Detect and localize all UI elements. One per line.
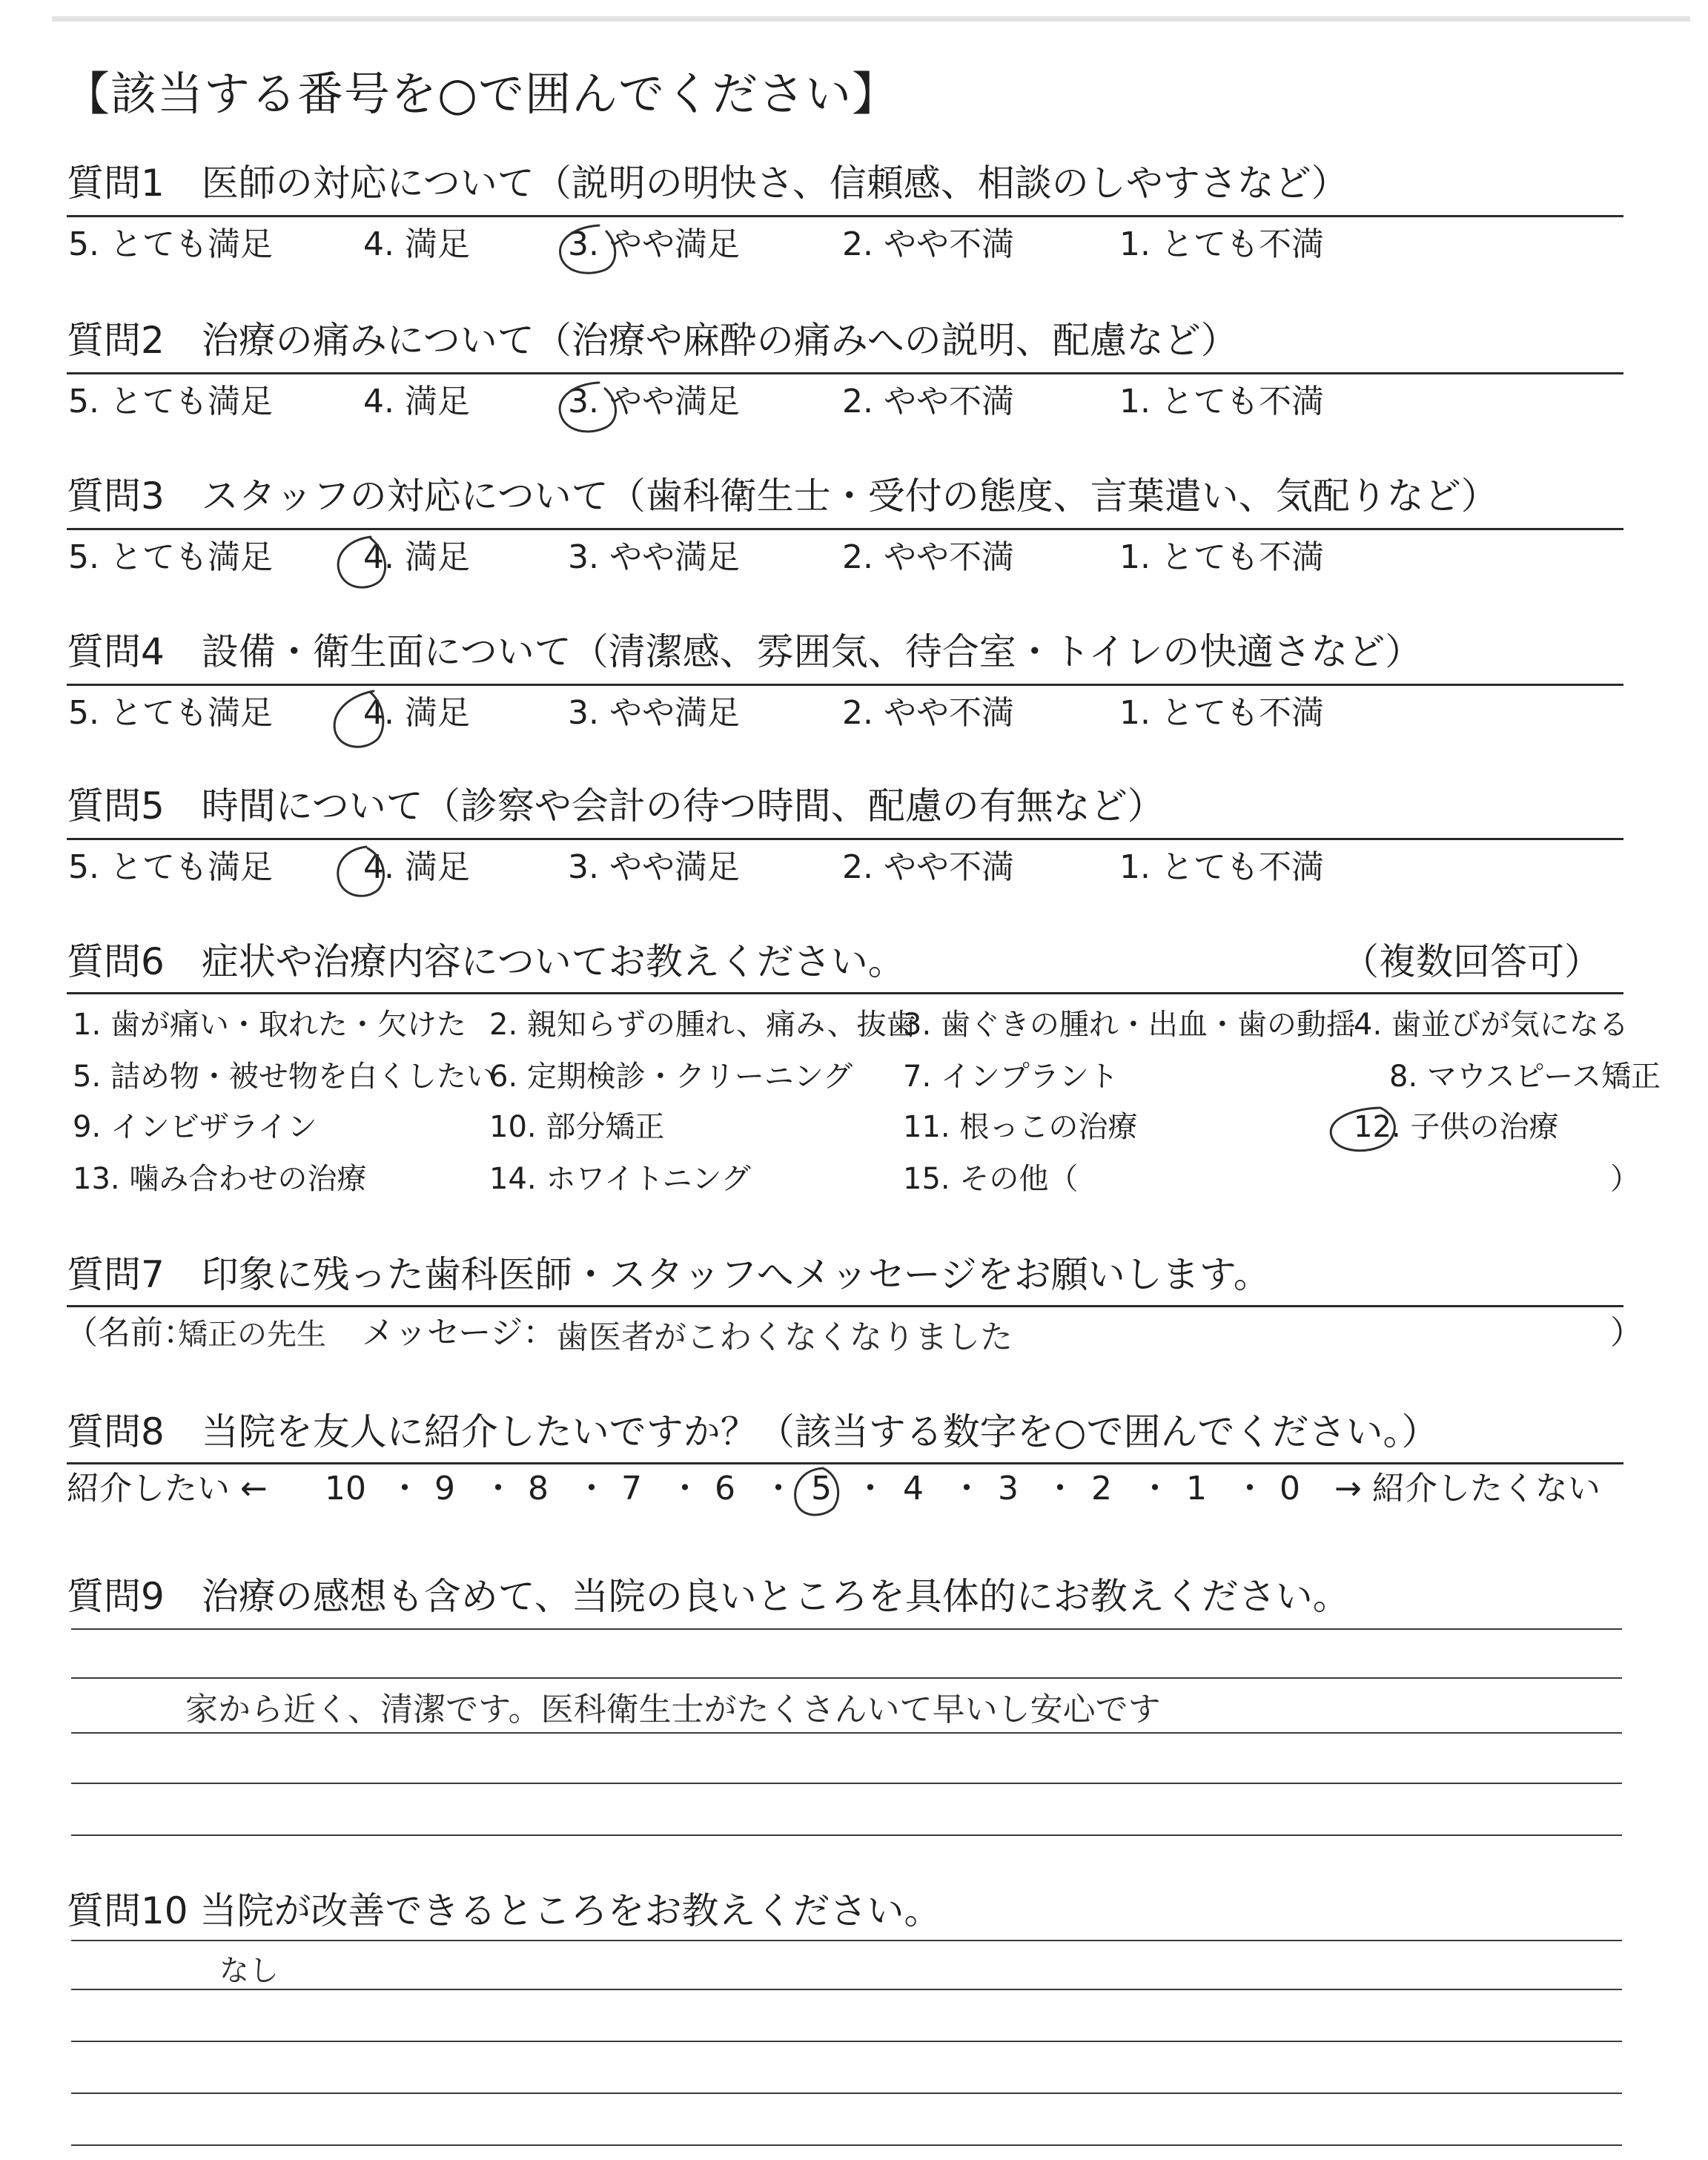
q8-scale-dot: ・: [388, 1470, 421, 1507]
q6-item-2[interactable]: 2. 親知らずの腫れ、痛み、抜歯: [489, 1008, 916, 1042]
q6-item-4[interactable]: 4. 歯並びが気になる: [1354, 1008, 1629, 1042]
question-4: 質問4 設備・衛生面について（清潔感、雰囲気、待合室・トイレの快適さなど）: [67, 630, 1423, 673]
q7-name-label: （名前：: [65, 1314, 196, 1352]
q2-option-4[interactable]: 4. 満足: [363, 383, 470, 420]
q8-scale-9[interactable]: 9: [434, 1470, 455, 1507]
q8-scale-dot: ・: [482, 1470, 514, 1507]
q9-writing-line: [71, 1628, 1622, 1630]
q3-option-1[interactable]: 1. とても不満: [1119, 538, 1324, 576]
q7-message-label: メッセージ：: [362, 1314, 556, 1352]
q6-item-5[interactable]: 5. 詰め物・被せ物を白くしたい: [73, 1060, 496, 1094]
q10-writing-line: [71, 1989, 1622, 1990]
q1-option-2[interactable]: 2. やや不満: [842, 225, 1014, 263]
q6-item-1[interactable]: 1. 歯が痛い・取れた・欠けた: [73, 1008, 466, 1042]
q6-item-14[interactable]: 14. ホワイトニング: [489, 1162, 751, 1196]
q8-left-label: 紹介したい ←: [67, 1470, 268, 1507]
q8-scale-dot: ・: [669, 1470, 701, 1507]
q8-scale-dot: ・: [575, 1470, 608, 1507]
q3-option-4[interactable]: 4. 満足: [363, 538, 470, 576]
q10-writing-line: [71, 1940, 1622, 1941]
q7-close-paren: ）: [1610, 1314, 1643, 1352]
question-2: 質問2 治療の痛みについて（治療や麻酔の痛みへの説明、配慮など）: [67, 319, 1238, 362]
q8-scale-4[interactable]: 4: [903, 1470, 924, 1507]
q1-option-5[interactable]: 5. とても満足: [68, 225, 273, 263]
question-7-rule: [67, 1305, 1623, 1307]
q5-option-3[interactable]: 3. やや満足: [568, 848, 740, 886]
scan-edge: [52, 16, 1690, 22]
question-8: 質問8 当院を友人に紹介したいですか？（該当する数字を○で囲んでください。）: [67, 1410, 1439, 1453]
question-4-rule: [67, 684, 1623, 686]
q6-item-13[interactable]: 13. 噛み合わせの治療: [73, 1162, 367, 1196]
q8-scale-8[interactable]: 8: [528, 1470, 549, 1507]
q10-writing-line: [71, 2144, 1622, 2146]
q8-scale-5[interactable]: 5: [811, 1470, 832, 1507]
q2-option-1[interactable]: 1. とても不満: [1119, 383, 1324, 420]
q6-item-9[interactable]: 9. インビザライン: [73, 1110, 317, 1144]
q2-option-3[interactable]: 3. やや満足: [568, 383, 740, 420]
question-9: 質問9 治療の感想も含めて、当院の良いところを具体的にお教えください。: [67, 1575, 1350, 1618]
q8-scale-7[interactable]: 7: [621, 1470, 642, 1507]
q9-writing-line: [71, 1834, 1622, 1836]
q8-scale-dot: ・: [854, 1470, 887, 1507]
q4-option-4[interactable]: 4. 満足: [363, 694, 470, 732]
q5-option-2[interactable]: 2. やや不満: [842, 848, 1014, 886]
q5-option-5[interactable]: 5. とても満足: [68, 848, 273, 886]
q4-option-1[interactable]: 1. とても不満: [1119, 694, 1324, 732]
question-1: 質問1 医師の対応について（説明の明快さ、信頼感、相談のしやすさなど）: [67, 162, 1348, 205]
q8-scale-1[interactable]: 1: [1186, 1470, 1207, 1507]
q8-scale-0[interactable]: 0: [1280, 1470, 1300, 1507]
question-7: 質問7 印象に残った歯科医師・スタッフへメッセージをお願いします。: [67, 1253, 1271, 1296]
q7-name-handwritten[interactable]: 矯正の先生: [178, 1318, 326, 1352]
question-5: 質問5 時間について（診察や会計の待つ時間、配慮の有無など）: [67, 785, 1165, 828]
q6-item-6[interactable]: 6. 定期検診・クリーニング: [489, 1060, 853, 1094]
q10-writing-line: [71, 2041, 1622, 2042]
question-3-rule: [67, 528, 1623, 530]
q9-writing-line: [71, 1783, 1622, 1784]
q4-option-5[interactable]: 5. とても満足: [68, 694, 273, 732]
q8-scale-dot: ・: [1044, 1470, 1076, 1507]
q6-item-8[interactable]: 8. マウスピース矯正: [1389, 1060, 1661, 1094]
question-10: 質問10 当院が改善できるところをお教えください。: [67, 1889, 941, 1932]
question-5-rule: [67, 838, 1623, 840]
q6-item-11[interactable]: 11. 根っこの治療: [903, 1110, 1138, 1144]
q6-item-15[interactable]: 15. その他（: [903, 1162, 1079, 1196]
q3-option-3[interactable]: 3. やや満足: [568, 538, 740, 576]
q8-scale-dot: ・: [1139, 1470, 1171, 1507]
q2-option-2[interactable]: 2. やや不満: [842, 383, 1014, 420]
q6-item-12[interactable]: 12. 子供の治療: [1354, 1110, 1559, 1144]
q9-writing-line: [71, 1732, 1622, 1734]
question-1-rule: [67, 215, 1623, 217]
q8-right-label: → 紹介したくない: [1334, 1470, 1601, 1507]
q3-option-5[interactable]: 5. とても満足: [68, 538, 273, 576]
q9-answer-handwritten[interactable]: 家から近く、清潔です。医科衛生士がたくさんいて早いし安心です: [185, 1691, 1161, 1728]
q4-option-3[interactable]: 3. やや満足: [568, 694, 740, 732]
q9-writing-line: [71, 1677, 1622, 1679]
question-3: 質問3 スタッフの対応について（歯科衛生士・受付の態度、言葉遣い、気配りなど）: [67, 475, 1498, 518]
q1-option-3[interactable]: 3. やや満足: [568, 225, 740, 263]
q6-item-3[interactable]: 3. 歯ぐきの腫れ・出血・歯の動揺: [903, 1008, 1356, 1042]
q8-scale-2[interactable]: 2: [1091, 1470, 1112, 1507]
q5-option-1[interactable]: 1. とても不満: [1119, 848, 1324, 886]
q8-scale-10[interactable]: 10: [325, 1470, 366, 1507]
page-title: 【該当する番号を○で囲んでください】: [64, 67, 899, 121]
q1-option-4[interactable]: 4. 満足: [363, 225, 470, 263]
q6-item-10[interactable]: 10. 部分矯正: [489, 1110, 665, 1144]
q10-answer-handwritten[interactable]: なし: [219, 1954, 279, 1988]
q1-option-1[interactable]: 1. とても不満: [1119, 225, 1324, 263]
q8-scale-dot: ・: [762, 1470, 795, 1507]
question-2-rule: [67, 372, 1623, 374]
q4-option-2[interactable]: 2. やや不満: [842, 694, 1014, 732]
q8-scale-dot: ・: [950, 1470, 983, 1507]
q2-option-5[interactable]: 5. とても満足: [68, 383, 273, 420]
question-6: 質問6 症状や治療内容についてお教えください。: [67, 940, 905, 983]
q5-option-4[interactable]: 4. 満足: [363, 848, 470, 886]
q8-scale-3[interactable]: 3: [998, 1470, 1019, 1507]
q3-option-2[interactable]: 2. やや不満: [842, 538, 1014, 576]
q6-other-close: ）: [1610, 1162, 1640, 1196]
q10-writing-line: [71, 2093, 1622, 2094]
q6-item-7[interactable]: 7. インプラント: [903, 1060, 1119, 1094]
q8-scale-6[interactable]: 6: [715, 1470, 735, 1507]
question-8-rule: [67, 1462, 1623, 1464]
question-6-note: （複数回答可）: [1342, 940, 1601, 983]
q8-scale-dot: ・: [1234, 1470, 1266, 1507]
question-6-rule: [67, 992, 1623, 994]
q7-message-handwritten[interactable]: 歯医者がこわくなくなりました: [556, 1318, 1013, 1356]
